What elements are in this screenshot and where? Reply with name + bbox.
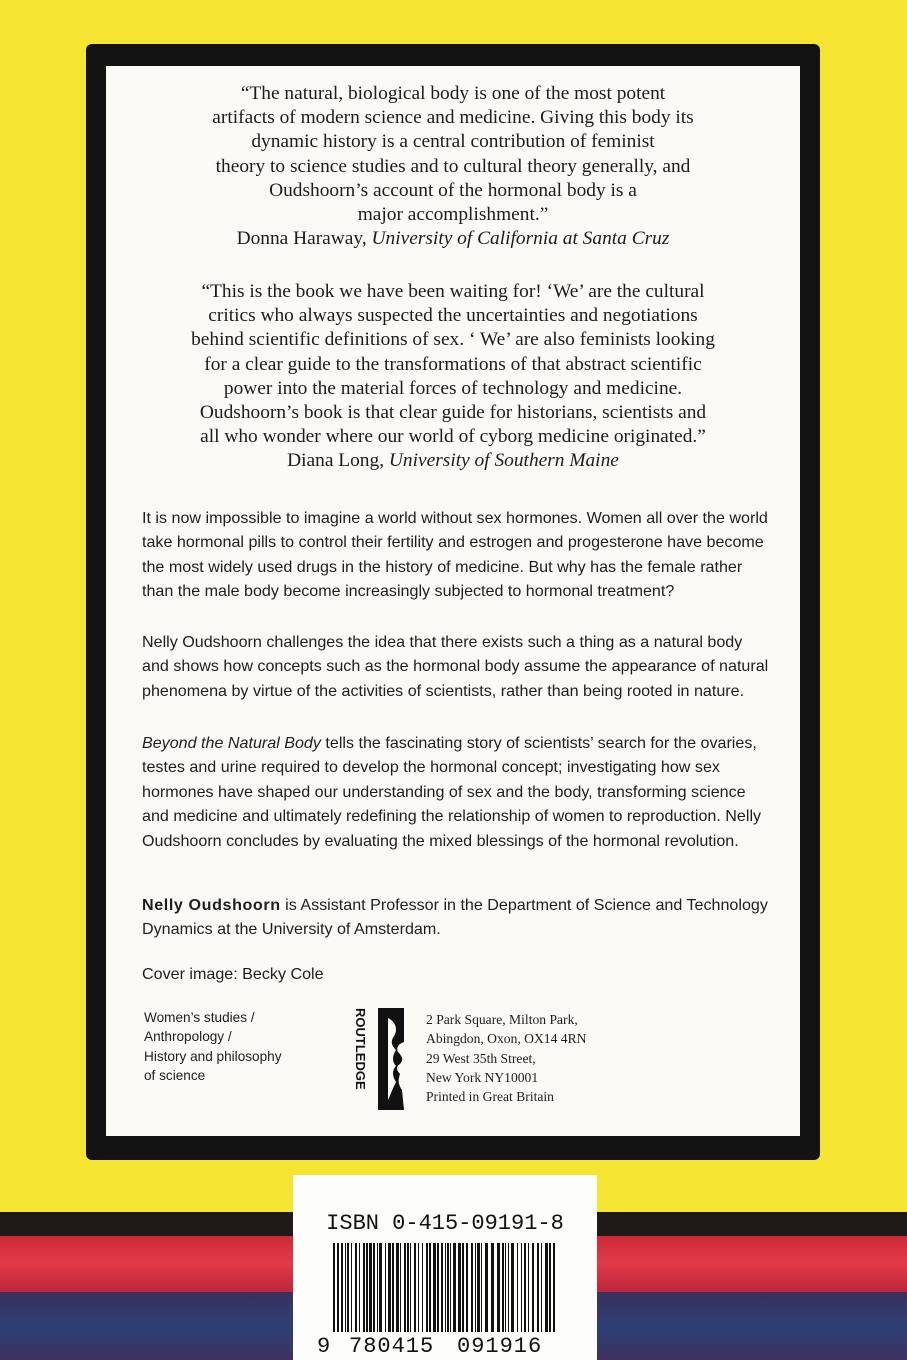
barcode-bar <box>359 1243 360 1335</box>
barcode-bar <box>521 1243 522 1335</box>
barcode-bar <box>426 1243 428 1335</box>
author-name: Nelly Oudshoorn <box>142 896 281 914</box>
barcode-bar <box>366 1243 368 1335</box>
barcode-bar <box>528 1243 529 1335</box>
barcode-bar <box>379 1243 382 1335</box>
barcode-bar <box>345 1243 346 1335</box>
subject-line: of science <box>144 1067 206 1083</box>
endorsement-quote-haraway <box>106 82 800 251</box>
barcode-bar <box>445 1243 446 1335</box>
barcode-bar <box>414 1243 416 1335</box>
quote-line: behind scientific definitions of sex. ‘ We’ are also feminists looking <box>191 329 715 351</box>
quote-line: major accomplishment.” <box>357 204 549 226</box>
address-line: 29 West 35th Street, <box>426 1050 536 1066</box>
barcode-bar <box>508 1243 509 1335</box>
quote-line: critics who always suspected the uncertainties and negotiations <box>208 305 698 327</box>
barcode-bar <box>450 1243 451 1335</box>
publisher-address <box>426 1010 626 1106</box>
barcode-bar <box>532 1243 534 1335</box>
quote-line: Oudshoorn’s book is that clear guide for historians, scientists and <box>199 402 707 424</box>
ean-first-digit: 9 <box>317 1334 332 1358</box>
barcode-bar <box>418 1243 419 1335</box>
quote-line: artifacts of modern science and medicine. Giving this body its <box>212 107 694 129</box>
endorsement-quote-long <box>106 280 800 474</box>
barcode-bar <box>369 1243 372 1335</box>
barcode-bar <box>347 1243 349 1335</box>
barcode-bar <box>541 1243 542 1335</box>
barcode-bar <box>471 1243 473 1335</box>
attribution-affiliation: University of California at Santa Cruz <box>371 228 670 250</box>
barcode-bar <box>466 1243 468 1335</box>
ean-digits <box>315 1332 575 1358</box>
quote-line: power into the material forces of technology and medicine. <box>223 377 683 399</box>
barcode-bar <box>404 1243 406 1335</box>
address-line: New York NY10001 <box>426 1069 539 1085</box>
barcode-bar <box>462 1243 464 1335</box>
barcode-bar <box>388 1243 391 1335</box>
barcode-bar <box>341 1243 343 1335</box>
isbn-label: ISBN 0-415-09191-8 <box>326 1211 564 1236</box>
back-cover-panel <box>106 66 800 1136</box>
barcode-bar <box>485 1243 488 1335</box>
barcode-bar <box>407 1243 409 1335</box>
barcode-bar <box>447 1243 449 1335</box>
quote-line: theory to science studies and to cultural theory generally, and <box>215 155 691 177</box>
subject-categories <box>144 1008 314 1085</box>
barcode-bar <box>517 1243 518 1335</box>
blurb-paragraph-1: It is now impossible to imagine a world without sex hormones. Women all over the world take hormonal pills to control their fertility and estrogen and progesterone have become the most widely used drugs in the history of medicine. But why has the female rather than the male body become increasingly subjected to hormonal treatment? <box>142 509 768 601</box>
barcode-bar <box>422 1243 423 1335</box>
barcode-bar <box>524 1243 526 1335</box>
barcode-bar <box>505 1243 506 1335</box>
barcode-bar <box>373 1243 375 1335</box>
publisher-name: ROUTLEDGE <box>353 1008 368 1090</box>
ean-right-group: 091916 <box>457 1334 543 1358</box>
attribution-author: Diana Long, <box>287 450 385 472</box>
barcode-bar <box>481 1243 482 1335</box>
address-line: 2 Park Square, Milton Park, <box>426 1012 578 1027</box>
barcode-bar <box>392 1243 394 1335</box>
address-line: Printed in Great Britain <box>426 1089 554 1105</box>
blurb-paragraph-2: Nelly Oudshoorn challenges the idea that there exists such a thing as a natural body and shows how concepts such as the hormonal body assume the appearance of natural phenomena by virtue of the activities of scientists, rather than being rooted in nature. <box>142 633 769 700</box>
blurb-paragraph-3-text: tells the fascinating story of scientists’ search for the ovaries, testes and urine required to develop the hormonal concept; investigating how sex hormones have shaped our understanding of sex and the body, transforming science and medicine and ultimately redefining the relationship of women to reproduction. Nelly Oudshoorn concludes by evaluating the mixed blessings of the hormonal revolution. <box>142 734 762 850</box>
barcode-bar <box>545 1243 548 1335</box>
barcode-bar <box>355 1243 357 1335</box>
barcode-bar <box>502 1243 504 1335</box>
attribution-affiliation: University of Southern Maine <box>388 450 619 472</box>
quote-attribution <box>106 449 800 473</box>
quote-line: Oudshoorn’s account of the hormonal body is a <box>269 179 637 201</box>
book-title: Beyond the Natural Body <box>142 734 321 752</box>
barcode-bar <box>537 1243 539 1335</box>
author-bio <box>142 893 772 942</box>
barcode-bar <box>458 1243 461 1335</box>
barcode-bar <box>385 1243 386 1335</box>
quote-line: “The natural, biological body is one of the most potent <box>240 83 666 104</box>
subject-line: Women’s studies / <box>144 1010 255 1025</box>
barcode-bar <box>453 1243 456 1335</box>
quote-line: “This is the book we have been waiting for! ‘We’ are the cultural <box>201 281 705 302</box>
cover-credit: Cover image: Becky Cole <box>142 965 324 983</box>
routledge-logo <box>342 1004 422 1114</box>
subject-line: History and philosophy <box>144 1048 282 1064</box>
quote-line: dynamic history is a central contribution of feminist <box>251 131 655 153</box>
barcode-bar <box>491 1243 494 1335</box>
address-line: Abingdon, Oxon, OX14 4RN <box>426 1031 587 1047</box>
quote-attribution <box>106 227 800 251</box>
barcode-bar <box>433 1243 436 1335</box>
quote-line: all who wonder where our world of cyborg medicine originated.” <box>200 426 706 448</box>
barcode-bar <box>410 1243 411 1335</box>
blurb-paragraph-3 <box>142 731 772 853</box>
barcode-bar <box>497 1243 500 1335</box>
barcode-bar <box>511 1243 514 1335</box>
quote-line: for a clear guide to the transformations of that abstract scientific <box>204 353 702 375</box>
barcode-bar <box>351 1243 352 1335</box>
barcode-bar <box>475 1243 476 1335</box>
barcode-box <box>293 1175 597 1360</box>
attribution-author: Donna Haraway, <box>236 228 367 250</box>
barcode-bar <box>396 1243 399 1335</box>
author-bio-text: is Assistant Professor in the Department of Science and Technology Dynamics at the University of Amsterdam. <box>142 896 768 939</box>
barcode-bar <box>477 1243 480 1335</box>
barcode-bar <box>400 1243 401 1335</box>
barcode-bar <box>363 1243 365 1335</box>
barcode-bar <box>429 1243 431 1335</box>
subject-line: Anthropology / <box>144 1029 232 1045</box>
barcode-bar <box>377 1243 378 1335</box>
ean-left-group: 780415 <box>349 1334 435 1358</box>
